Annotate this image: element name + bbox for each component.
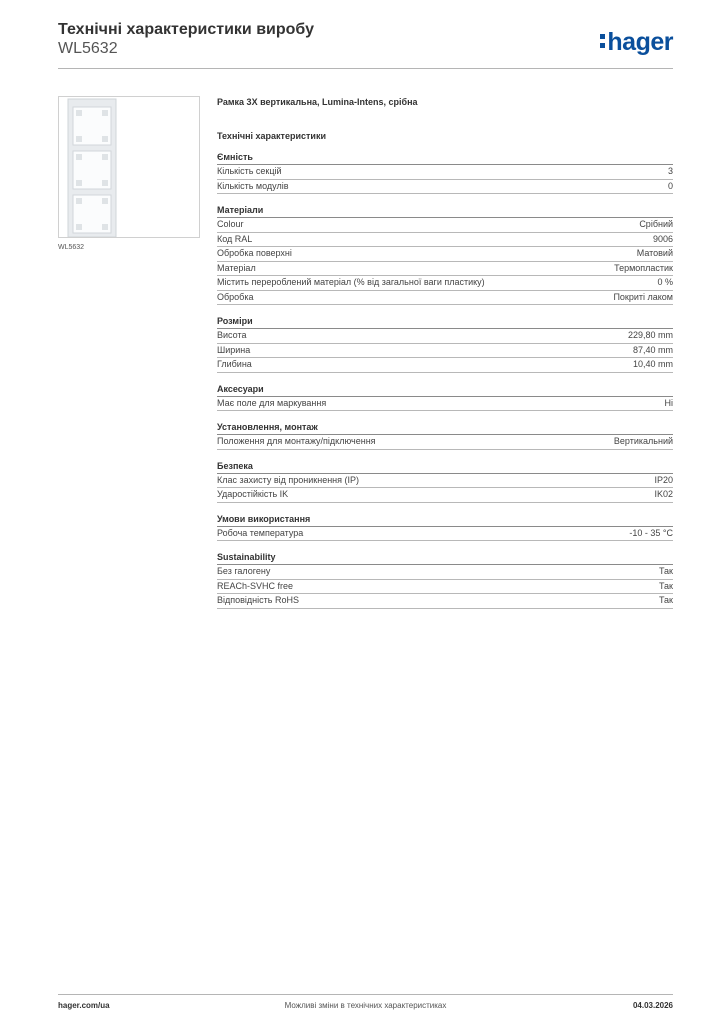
spec-label: Кількість модулів xyxy=(217,180,289,191)
spec-row xyxy=(217,358,673,373)
spec-row xyxy=(217,397,673,412)
spec-label: Відповідність RoHS xyxy=(217,595,299,605)
section-heading: Sustainability xyxy=(217,551,673,565)
spec-section xyxy=(217,551,673,609)
section-heading: Розміри xyxy=(217,315,673,329)
spec-label: Клас захисту від проникнення (IP) xyxy=(217,474,360,485)
spec-value: 0 xyxy=(667,180,673,191)
spec-value: Срібний xyxy=(639,219,673,229)
spec-row xyxy=(217,165,673,180)
spec-value: Термопластик xyxy=(614,262,673,273)
image-caption: WL5632 xyxy=(58,244,85,251)
spec-row xyxy=(217,233,673,248)
spec-row xyxy=(217,218,673,233)
spec-row xyxy=(217,565,673,580)
product-code: WL5632 xyxy=(58,40,118,57)
spec-row xyxy=(217,488,673,503)
spec-title: Технічні характеристики xyxy=(217,131,326,141)
spec-label: Матеріал xyxy=(217,262,256,273)
spec-value: Матовий xyxy=(636,248,673,258)
section-heading: Умови використання xyxy=(217,513,673,527)
product-name: Рамка 3X вертикальна, Lumina-Intens, срібна xyxy=(217,97,418,107)
spec-value: Так xyxy=(658,595,673,605)
spec-row xyxy=(217,580,673,595)
spec-label: Обробка поверхні xyxy=(217,248,292,258)
logo-text: hager xyxy=(607,28,673,56)
spec-row xyxy=(217,291,673,306)
section-heading: Матеріали xyxy=(217,204,673,218)
spec-value: 3 xyxy=(667,166,673,176)
spec-row xyxy=(217,527,673,542)
spec-row xyxy=(217,594,673,609)
spec-value: -10 - 35 °C xyxy=(629,527,673,538)
footer-website: hager.com/ua xyxy=(58,1001,110,1010)
spec-value: IP20 xyxy=(654,474,673,485)
spec-value: 0 % xyxy=(657,277,673,287)
spec-section xyxy=(217,151,673,194)
spec-row xyxy=(217,180,673,195)
spec-content xyxy=(217,95,673,609)
spec-value: Покриті лаком xyxy=(613,291,673,302)
spec-label: Має поле для маркування xyxy=(217,397,327,408)
spec-section xyxy=(217,383,673,412)
spec-section xyxy=(217,513,673,542)
spec-row xyxy=(217,276,673,291)
page-header xyxy=(58,20,673,70)
spec-value: IK02 xyxy=(654,489,673,499)
section-heading: Безпека xyxy=(217,460,673,474)
footer-note: Можливі зміни в технічних характеристиках xyxy=(284,1001,447,1010)
spec-label: Містить перероблений матеріал (% від загальної ваги пластику) xyxy=(217,277,485,287)
spec-row xyxy=(217,329,673,344)
spec-sections xyxy=(217,151,673,609)
spec-section xyxy=(217,421,673,450)
spec-label: REACh-SVHC free xyxy=(217,580,294,591)
spec-label: Робоча температура xyxy=(217,527,304,538)
header-divider xyxy=(58,68,673,69)
hager-logo xyxy=(600,28,673,56)
section-heading: Аксесуари xyxy=(217,383,673,397)
spec-value: 87,40 mm xyxy=(632,344,673,355)
spec-value: Так xyxy=(658,580,673,591)
spec-row xyxy=(217,247,673,262)
spec-section xyxy=(217,204,673,305)
section-heading: Ємність xyxy=(217,151,673,165)
spec-label: Обробка xyxy=(217,291,254,302)
spec-section xyxy=(217,315,673,373)
document-title: Технічні характеристики виробу xyxy=(58,21,314,38)
spec-section xyxy=(217,460,673,503)
spec-value: Так xyxy=(658,566,673,576)
footer-date: 04.03.2026 xyxy=(632,1001,673,1010)
spec-label: Ширина xyxy=(217,344,251,355)
spec-label: Без галогену xyxy=(217,566,271,576)
page-footer xyxy=(58,994,673,1011)
spec-label: Colour xyxy=(217,219,244,229)
spec-row xyxy=(217,262,673,277)
spec-value: Ні xyxy=(664,397,673,408)
spec-label: Код RAL xyxy=(217,233,253,244)
spec-value: 10,40 mm xyxy=(632,359,673,369)
spec-label: Кількість секцій xyxy=(217,166,282,176)
spec-row xyxy=(217,344,673,359)
spec-label: Глибина xyxy=(217,359,252,369)
frame-3x-vertical-icon xyxy=(59,97,199,237)
spec-row xyxy=(217,435,673,450)
section-heading: Установлення, монтаж xyxy=(217,421,673,435)
spec-value: Вертикальний xyxy=(613,436,673,446)
spec-value: 229,80 mm xyxy=(627,330,673,340)
product-image xyxy=(58,96,200,238)
spec-label: Ударостійкість IK xyxy=(217,489,289,499)
spec-label: Висота xyxy=(217,330,247,340)
logo-dots-icon xyxy=(600,34,605,52)
spec-label: Положення для монтажу/підключення xyxy=(217,436,376,446)
spec-value: 9006 xyxy=(652,233,673,244)
spec-row xyxy=(217,474,673,489)
